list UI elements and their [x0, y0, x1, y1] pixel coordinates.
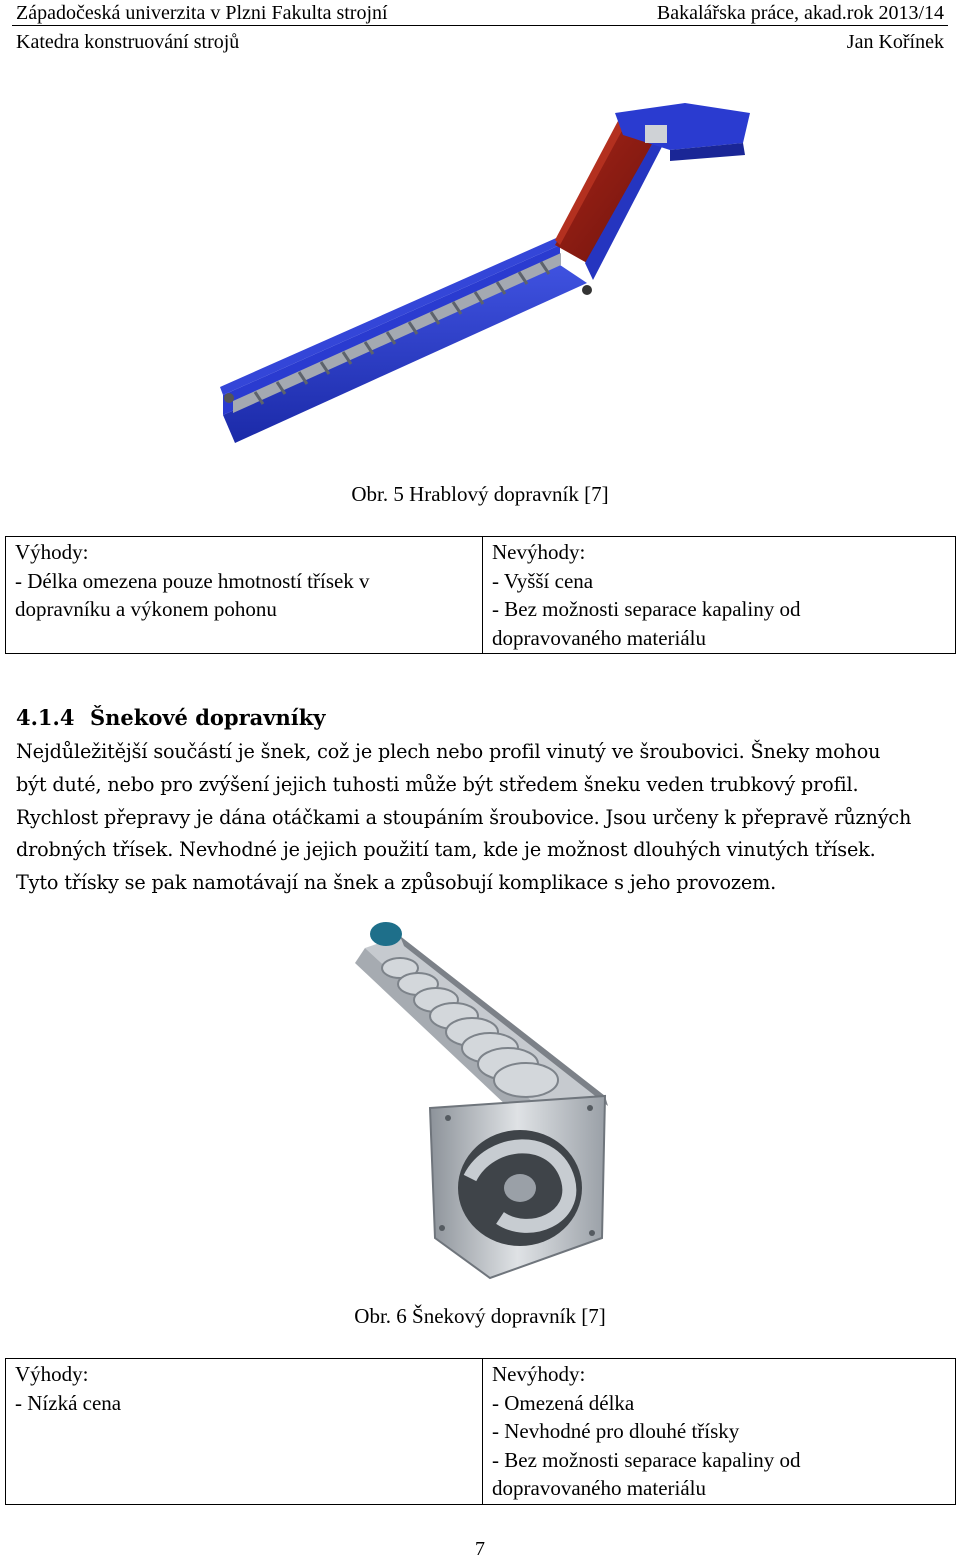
pros-cons-table-1 — [5, 536, 956, 654]
page-number: 7 — [475, 1538, 485, 1560]
advantages-label: Výhody: — [15, 540, 89, 564]
header-author: Jan Kořínek — [846, 31, 944, 53]
screw-conveyor-image — [340, 918, 630, 1288]
disadvantages-label: Nevýhody: — [492, 540, 586, 564]
advantages-cell — [6, 537, 483, 654]
disadvantage-item: - Bez možnosti separace kapaliny od — [492, 597, 801, 621]
disadvantage-item: - Vyšší cena — [492, 568, 594, 593]
paragraph-line: Tyto třísky se pak namotávají na šnek a způsobují komplikace s jeho provozem. — [16, 871, 777, 895]
figure5-caption: Obr. 5 Hrablový dopravník [7] — [351, 482, 609, 506]
header-university: Západočeská univerzita v Plzni Fakulta strojní — [16, 2, 388, 24]
disadvantage-item: - Nevhodné pro dlouhé třísky — [492, 1419, 740, 1443]
header-rule — [12, 25, 948, 26]
screw-flights — [382, 958, 558, 1097]
figure6-caption: Obr. 6 Šnekový dopravník [7] — [354, 1304, 606, 1328]
disadvantages-label: Nevýhody: — [492, 1362, 586, 1386]
header-thesis: Bakalářska práce, akad.rok 2013/14 — [656, 2, 944, 24]
disadvantages-cell — [483, 1359, 956, 1505]
advantage-item: dopravníku a výkonem pohonu — [15, 597, 277, 621]
disadvantage-item: dopravovaného materiálu — [492, 625, 706, 650]
paragraph-line: Rychlost přepravy je dána otáčkami a stoupáním šroubovice. Jsou určeny k přepravě různých — [16, 805, 912, 829]
disadvantages-cell — [483, 537, 956, 654]
section-heading — [16, 705, 325, 730]
section-paragraph — [16, 736, 946, 900]
advantage-item: - Délka omezena pouze hmotností třísek v — [15, 568, 370, 593]
disadvantage-item: - Bez možnosti separace kapaliny od — [492, 1447, 801, 1472]
disadvantage-item: dopravovaného materiálu — [492, 1476, 706, 1500]
paragraph-line: Nejdůležitější součástí je šnek, což je plech nebo profil vinutý ve šroubovici. Šneky mohou — [16, 740, 881, 763]
advantages-label: Výhody: — [15, 1362, 89, 1386]
disadvantage-item: - Omezená délka — [492, 1390, 635, 1415]
pros-cons-table-2 — [5, 1358, 956, 1505]
advantages-cell — [6, 1359, 483, 1505]
paragraph-line: drobných třísek. Nevhodné je jejich použití tam, kde je možnost dlouhých vinutých třísek. — [16, 838, 876, 862]
paragraph-line: být duté, nebo pro zvýšení jejich tuhosti může být středem šneku veden trubkový profil. — [16, 772, 859, 796]
advantage-item: - Nízká cena — [15, 1390, 122, 1415]
header-department: Katedra konstruování strojů — [16, 31, 240, 53]
section-title: Šnekové dopravníky — [90, 705, 326, 730]
scraper-conveyor-image — [215, 95, 755, 450]
section-number: 4.1.4 — [16, 705, 75, 730]
